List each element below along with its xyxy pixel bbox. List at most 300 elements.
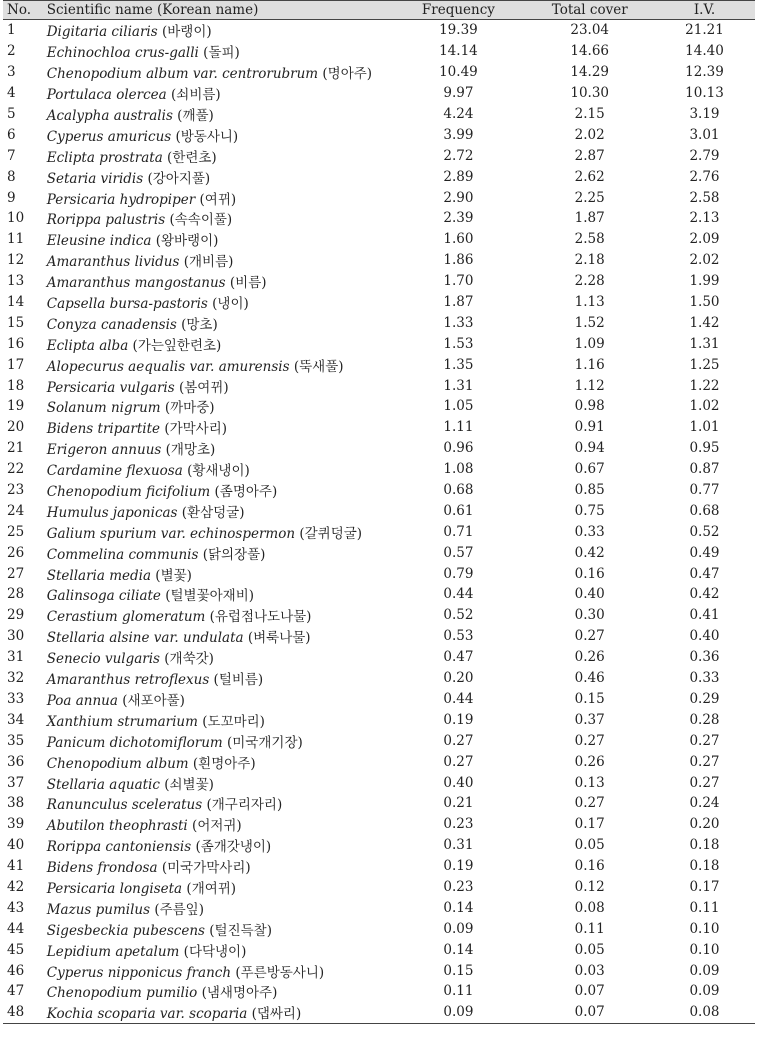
frequency-value: 0.52: [443, 607, 474, 624]
species-name-cell: [47, 438, 392, 459]
frequency-value: 0.40: [443, 774, 474, 791]
iv-value: 0.47: [689, 565, 720, 582]
species-name-cell: [47, 375, 392, 396]
total-cover-value: 1.13: [574, 294, 605, 311]
row-number: 47: [7, 983, 25, 1000]
row-number: 26: [7, 544, 25, 561]
total-cover-value: 0.08: [574, 899, 605, 916]
scientific-name: Stellaria alsine var. undulata: [46, 630, 244, 647]
iv-value: 1.31: [689, 335, 720, 352]
scientific-name: Cyperus amuricus: [46, 128, 172, 145]
table-row: [3, 20, 755, 41]
row-number: 20: [7, 419, 25, 436]
total-cover-value: 10.30: [570, 85, 610, 102]
korean-name: (망초): [181, 316, 218, 333]
row-number: 42: [7, 878, 25, 895]
row-number: 2: [7, 43, 16, 60]
total-cover-value: 0.26: [574, 649, 605, 666]
species-name-cell: [47, 584, 392, 605]
iv-value: 1.50: [689, 294, 720, 311]
total-cover-value: 2.62: [574, 168, 605, 185]
table-row: [3, 897, 755, 918]
table-row: [3, 480, 755, 501]
scientific-name: Cardamine flexuosa: [46, 463, 183, 480]
row-number: 30: [7, 628, 25, 645]
species-name-cell: [47, 145, 392, 166]
table-row: [3, 312, 755, 333]
frequency-value: 14.14: [439, 43, 478, 60]
frequency-value: 0.09: [443, 920, 474, 937]
iv-value: 0.36: [689, 649, 720, 666]
total-cover-value: 0.16: [574, 565, 605, 582]
species-name-cell: [47, 960, 392, 981]
iv-value: 0.10: [689, 920, 720, 937]
korean-name: (유럽점나도나물): [209, 609, 312, 626]
frequency-value: 0.21: [443, 795, 474, 812]
row-number: 13: [7, 273, 25, 290]
korean-name: (여뀌): [199, 191, 237, 208]
total-cover-value: 2.15: [574, 106, 605, 122]
total-cover-value: 1.87: [574, 210, 605, 227]
species-table: [3, 0, 755, 1024]
iv-value: 3.19: [689, 106, 720, 122]
row-number: 17: [7, 356, 25, 373]
korean-name: (냄새명아주): [201, 985, 278, 1002]
total-cover-value: 0.75: [574, 502, 605, 519]
frequency-value: 2.39: [443, 210, 474, 227]
iv-value: 0.33: [689, 670, 720, 687]
table-row: [3, 647, 755, 668]
species-name-cell: [47, 354, 392, 375]
scientific-name: Chenopodium pumilio: [46, 985, 198, 1002]
row-number: 6: [7, 126, 16, 143]
row-number: 40: [7, 837, 25, 854]
iv-value: 0.24: [689, 795, 720, 812]
table-row: [3, 981, 755, 1002]
total-cover-value: 0.07: [525, 1002, 654, 1023]
frequency-value: 2.89: [443, 168, 474, 185]
total-cover-value: 0.85: [574, 482, 605, 499]
species-name-cell: [47, 20, 392, 41]
table-row: [3, 918, 755, 939]
row-number: 10: [7, 210, 25, 227]
species-name-cell: [47, 480, 392, 501]
row-number: 21: [7, 440, 25, 457]
table-row: [3, 375, 755, 396]
scientific-name: Mazus pumilus: [46, 901, 151, 918]
row-number: 19: [7, 398, 25, 415]
row-number: 43: [7, 899, 25, 916]
iv-value: 0.17: [689, 878, 720, 895]
row-number: 9: [7, 189, 16, 206]
frequency-value: 0.53: [443, 628, 474, 645]
frequency-value: 4.24: [443, 106, 474, 122]
row-number: 1: [7, 22, 16, 39]
frequency-value: 0.96: [443, 440, 474, 457]
header-frequency: Frequency: [391, 1, 525, 20]
iv-value: 0.20: [689, 816, 720, 833]
iv-value: 0.28: [689, 711, 720, 728]
row-number: 29: [7, 607, 25, 624]
scientific-name: Ranunculus sceleratus: [46, 797, 203, 814]
species-name-cell: [47, 208, 392, 229]
total-cover-value: 2.87: [574, 147, 605, 164]
table-row: [3, 438, 755, 459]
table-row: [3, 542, 755, 563]
frequency-value: 0.19: [443, 858, 474, 875]
iv-value: 1.22: [689, 377, 720, 394]
frequency-value: 0.31: [443, 837, 474, 854]
frequency-value: 19.39: [439, 22, 478, 39]
iv-value: 3.01: [689, 126, 720, 143]
species-name-cell: [47, 292, 392, 313]
frequency-value: 0.57: [443, 544, 474, 561]
iv-value: 0.27: [689, 753, 720, 770]
table-row: [3, 333, 755, 354]
korean-name: (개비름): [183, 254, 234, 271]
iv-value: 0.09: [689, 983, 720, 1000]
table-row: [3, 1002, 755, 1023]
total-cover-value: 0.27: [574, 628, 605, 645]
korean-name: (흰명아주): [192, 755, 256, 772]
scientific-name: Conyza canadensis: [46, 316, 177, 333]
table-row: [3, 605, 755, 626]
total-cover-value: 0.11: [574, 920, 605, 937]
species-name-cell: [47, 83, 392, 104]
iv-value: 0.27: [689, 774, 720, 791]
iv-value: 0.77: [689, 482, 720, 499]
total-cover-value: 14.29: [570, 64, 610, 81]
frequency-value: 0.61: [443, 502, 474, 519]
korean-name: (바랭이): [161, 24, 212, 41]
scientific-name: Amaranthus lividus: [46, 254, 180, 271]
frequency-value: 1.86: [443, 252, 474, 269]
species-name-cell: [47, 793, 392, 814]
species-name-cell: [47, 62, 392, 83]
iv-value: 12.39: [685, 64, 724, 81]
scientific-name: Chenopodium ficifolium: [46, 484, 211, 501]
row-number: 36: [7, 753, 25, 770]
frequency-value: 1.87: [443, 294, 474, 311]
iv-value: 1.25: [689, 356, 720, 373]
species-name-cell: [47, 981, 392, 1002]
scientific-name: Persicaria vulgaris: [46, 379, 175, 396]
scientific-name: Persicaria hydropiper: [46, 191, 196, 208]
table-row: [3, 292, 755, 313]
table-row: [3, 689, 755, 710]
frequency-value: 1.05: [443, 398, 474, 415]
korean-name: (별꽃): [155, 567, 192, 584]
scientific-name: Senecio vulgaris: [46, 651, 160, 668]
frequency-value: 0.27: [443, 732, 474, 749]
table-row: [3, 584, 755, 605]
iv-value: 21.21: [685, 22, 724, 39]
scientific-name: Chenopodium album: [46, 755, 189, 772]
table-row: [3, 877, 755, 898]
korean-name: (갈퀴덩굴): [299, 525, 363, 542]
iv-value: 2.79: [689, 147, 720, 164]
species-name-cell: [47, 396, 392, 417]
scientific-name: Echinochloa crus-galli: [46, 45, 199, 62]
table-row: [3, 417, 755, 438]
frequency-value: 0.44: [443, 690, 474, 707]
species-name-cell: [47, 856, 392, 877]
scientific-name: Persicaria longiseta: [46, 880, 183, 897]
korean-name: (속속이풀): [169, 212, 233, 229]
korean-name: (비름): [229, 275, 267, 292]
frequency-value: 2.72: [443, 147, 474, 164]
total-cover-value: 0.91: [574, 419, 605, 436]
species-name-cell: [47, 417, 392, 438]
table-body: [3, 20, 755, 1024]
korean-name: (쇠별꽃): [164, 776, 214, 793]
table-row: [3, 124, 755, 145]
table-row: [3, 250, 755, 271]
species-name-cell: [47, 918, 392, 939]
korean-name: (털비름): [213, 672, 264, 689]
total-cover-value: 0.33: [574, 523, 605, 540]
scientific-name: Kochia scoparia var. scoparia: [46, 1006, 248, 1023]
korean-name: (개쑥갓): [164, 651, 214, 668]
table-row: [3, 459, 755, 480]
total-cover-value: 0.27: [574, 795, 605, 812]
frequency-value: 0.20: [443, 670, 474, 687]
korean-name: (한련초): [167, 149, 217, 166]
iv-value: 0.95: [689, 440, 720, 457]
frequency-value: 1.11: [443, 419, 474, 436]
scientific-name: Alopecurus aequalis var. amurensis: [46, 358, 290, 375]
total-cover-value: 0.26: [574, 753, 605, 770]
species-name-cell: [47, 459, 392, 480]
scientific-name: Setaria viridis: [46, 170, 144, 187]
korean-name: (털진득찰): [209, 922, 272, 939]
total-cover-value: 0.16: [574, 858, 605, 875]
row-number: 46: [7, 962, 25, 979]
species-name-cell: [47, 187, 392, 208]
table-row: [3, 354, 755, 375]
scientific-name: Bidens tripartite: [46, 421, 161, 438]
species-name-cell: [47, 41, 392, 62]
total-cover-value: 0.13: [574, 774, 605, 791]
frequency-value: 0.71: [443, 523, 474, 540]
species-name-cell: [47, 271, 392, 292]
frequency-value: 1.53: [443, 335, 474, 352]
species-name-cell: [47, 124, 392, 145]
table-row: [3, 208, 755, 229]
row-number: 37: [7, 774, 25, 791]
scientific-name: Portulaca olercea: [46, 87, 167, 104]
header-name: Scientific name (Korean name): [47, 1, 392, 20]
korean-name: (미국가막사리): [161, 860, 251, 877]
row-number: 41: [7, 858, 25, 875]
scientific-name: Eclipta prostrata: [46, 149, 163, 166]
species-name-cell: [47, 877, 392, 898]
table-row: [3, 709, 755, 730]
korean-name: (방동사니): [175, 128, 239, 145]
table-row: [3, 793, 755, 814]
row-number: 22: [7, 461, 25, 478]
frequency-value: 0.15: [443, 962, 474, 979]
scientific-name: Rorippa cantoniensis: [46, 839, 192, 856]
frequency-value: 1.33: [443, 314, 474, 331]
korean-name: (냉이): [212, 296, 249, 313]
korean-name: (환삼덩굴): [181, 504, 245, 521]
iv-value: 2.76: [689, 168, 720, 185]
korean-name: (쇠비름): [171, 87, 221, 104]
row-number: 7: [7, 147, 16, 164]
iv-value: 0.29: [689, 690, 720, 707]
row-number: 25: [7, 523, 25, 540]
scientific-name: Panicum dichotomiflorum: [46, 734, 223, 751]
korean-name: (까마중): [164, 400, 215, 417]
header-total-cover: Total cover: [525, 1, 654, 20]
iv-value: 2.02: [689, 252, 720, 269]
header-row: [3, 1, 755, 20]
row-number: 4: [7, 85, 16, 102]
row-number: 18: [7, 377, 25, 394]
frequency-value: 3.99: [443, 126, 474, 143]
frequency-value: 0.11: [443, 983, 474, 1000]
species-name-cell: [47, 626, 392, 647]
table-row: [3, 730, 755, 751]
iv-value: 0.40: [689, 628, 720, 645]
frequency-value: 0.27: [443, 753, 474, 770]
table-row: [3, 396, 755, 417]
total-cover-value: 1.09: [574, 335, 605, 352]
total-cover-value: 0.27: [574, 732, 605, 749]
row-number: 23: [7, 482, 25, 499]
table-row: [3, 521, 755, 542]
scientific-name: Chenopodium album var. centrorubrum: [46, 66, 319, 83]
iv-value: 2.58: [689, 189, 720, 206]
table-row: [3, 271, 755, 292]
row-number: 8: [7, 168, 16, 185]
frequency-value: 2.90: [443, 189, 474, 206]
total-cover-value: 2.02: [574, 126, 605, 143]
iv-value: 0.52: [689, 523, 720, 540]
frequency-value: 1.60: [443, 231, 474, 248]
scientific-name: Cyperus nipponicus franch: [46, 964, 232, 981]
row-number: 38: [7, 795, 25, 812]
scientific-name: Stellaria media: [46, 567, 151, 584]
iv-value: 2.13: [689, 210, 720, 227]
korean-name: (어저귀): [192, 818, 242, 835]
total-cover-value: 14.66: [570, 43, 610, 60]
header-no: No.: [3, 1, 47, 20]
frequency-value: 0.19: [443, 711, 474, 728]
species-name-cell: [47, 1002, 392, 1023]
table-row: [3, 145, 755, 166]
row-number: 14: [7, 294, 25, 311]
table-row: [3, 500, 755, 521]
total-cover-value: 0.42: [574, 544, 605, 561]
iv-value: 0.18: [689, 858, 720, 875]
table-row: [3, 960, 755, 981]
row-number: 3: [7, 64, 16, 81]
species-name-cell: [47, 333, 392, 354]
row-number: 35: [7, 732, 25, 749]
species-name-cell: [47, 689, 392, 710]
row-number: 48: [3, 1002, 47, 1023]
korean-name: (댑싸리): [251, 1006, 302, 1023]
total-cover-value: 2.18: [574, 252, 605, 269]
frequency-value: 0.14: [443, 899, 474, 916]
total-cover-value: 0.46: [574, 670, 605, 687]
row-number: 31: [7, 649, 25, 666]
scientific-name: Digitaria ciliaris: [46, 24, 158, 41]
scientific-name: Erigeron annuus: [46, 442, 162, 459]
total-cover-value: 0.05: [574, 837, 605, 854]
total-cover-value: 0.67: [574, 461, 605, 478]
frequency-value: 0.23: [443, 878, 474, 895]
iv-value: 1.01: [689, 419, 720, 436]
iv-value: 1.42: [689, 314, 720, 331]
species-name-cell: [47, 104, 392, 125]
iv-value: 0.10: [689, 941, 720, 958]
scientific-name: Galium spurium var. echinospermon: [46, 525, 296, 542]
species-name-cell: [47, 751, 392, 772]
row-number: 11: [7, 231, 25, 248]
korean-name: (뚝새풀): [293, 358, 344, 375]
iv-value: 0.08: [654, 1002, 755, 1023]
korean-name: (벼룩나물): [247, 630, 311, 647]
row-number: 12: [7, 252, 25, 269]
frequency-value: 1.31: [443, 377, 474, 394]
korean-name: (가는잎한련초): [132, 337, 222, 354]
scientific-name: Humulus japonicas: [46, 504, 178, 521]
scientific-name: Cerastium glomeratum: [46, 609, 206, 626]
iv-value: 14.40: [685, 43, 724, 60]
frequency-value: 1.70: [443, 273, 474, 290]
row-number: 39: [7, 816, 25, 833]
korean-name: (깨풀): [177, 108, 214, 124]
table-row: [3, 104, 755, 125]
frequency-value: 0.68: [443, 482, 474, 499]
table-row: [3, 563, 755, 584]
scientific-name: Lepidium apetalum: [46, 943, 180, 960]
row-number: 44: [7, 920, 25, 937]
iv-value: 2.09: [689, 231, 720, 248]
korean-name: (닭의장풀): [202, 546, 266, 563]
scientific-name: Eleusine indica: [46, 233, 152, 250]
total-cover-value: 0.03: [574, 962, 605, 979]
korean-name: (털별꽃아재비): [165, 588, 254, 605]
species-name-cell: [47, 229, 392, 250]
table-row: [3, 772, 755, 793]
total-cover-value: 0.15: [574, 690, 605, 707]
iv-value: 0.42: [689, 586, 720, 603]
korean-name: (봄여뀌): [178, 379, 229, 396]
scientific-name: Capsella bursa-pastoris: [46, 296, 208, 313]
frequency-value: 0.14: [443, 941, 474, 958]
iv-value: 0.18: [689, 837, 720, 854]
row-number: 28: [7, 586, 25, 603]
species-name-cell: [47, 250, 392, 271]
frequency-value: 0.47: [443, 649, 474, 666]
korean-name: (도꼬마리): [202, 713, 265, 730]
species-name-cell: [47, 939, 392, 960]
total-cover-value: 2.28: [574, 273, 605, 290]
total-cover-value: 1.12: [574, 377, 605, 394]
species-name-cell: [47, 563, 392, 584]
scientific-name: Poa annua: [46, 692, 118, 709]
table-row: [3, 814, 755, 835]
total-cover-value: 0.17: [574, 816, 605, 833]
korean-name: (주름잎): [154, 901, 204, 918]
scientific-name: Amaranthus mangostanus: [46, 275, 226, 292]
scientific-name: Stellaria aquatic: [46, 776, 160, 793]
table-row: [3, 62, 755, 83]
